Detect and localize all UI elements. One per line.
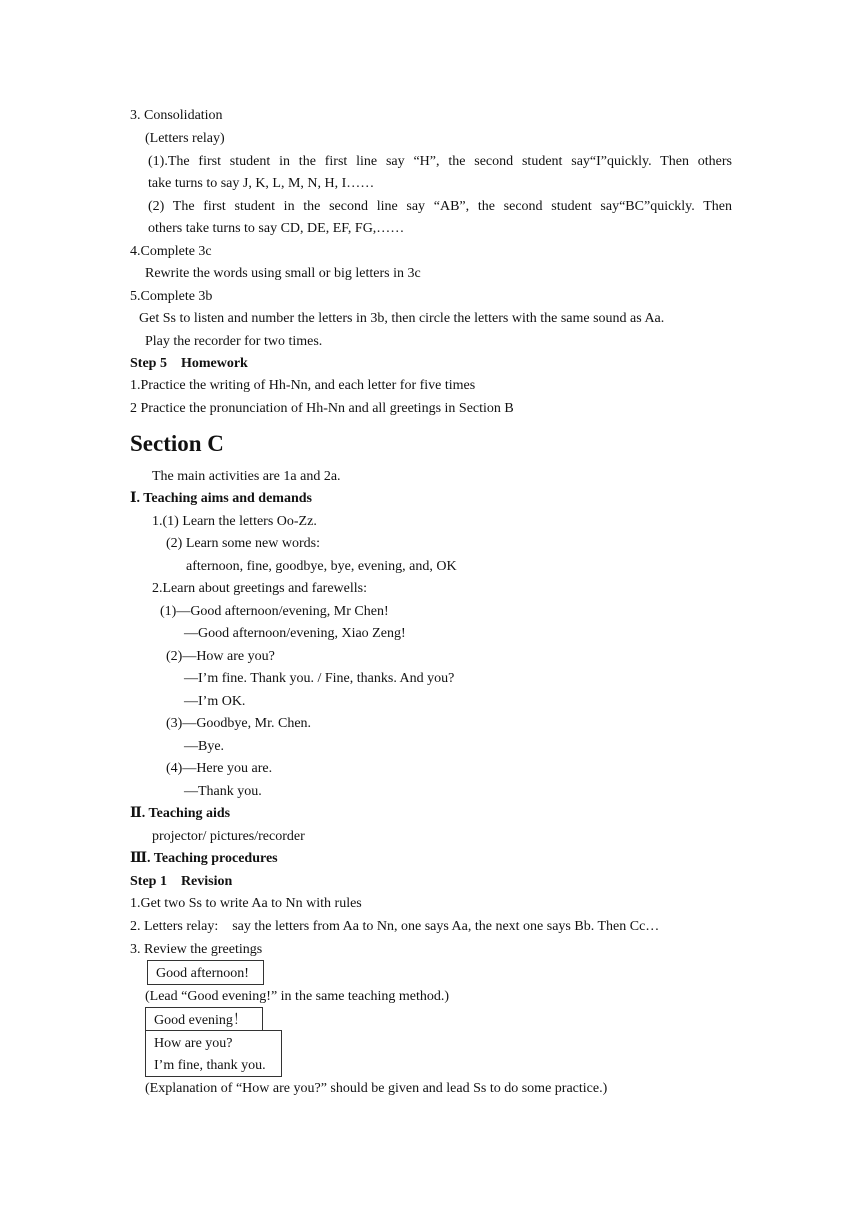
subheading: Ⅱ. Teaching aids <box>130 806 231 821</box>
text-line: (2)—How are you? <box>166 649 275 664</box>
text-line: —I’m OK. <box>184 694 246 709</box>
text-line: (Lead “Good evening!” in the same teaching method.) <box>145 989 449 1004</box>
text-line: afternoon, fine, goodbye, bye, evening, and, OK <box>186 559 457 574</box>
greeting-box-text: Good afternoon! <box>156 966 249 981</box>
greeting-box-afternoon <box>147 960 264 985</box>
text-line: —Thank you. <box>184 784 262 799</box>
subheading: Ⅰ. Teaching aims and demands <box>130 491 312 506</box>
text-line: 4.Complete 3c <box>130 244 212 259</box>
text-line: (3)—Goodbye, Mr. Chen. <box>166 716 312 731</box>
greeting-box-evening <box>145 1007 263 1031</box>
section-title: Section C <box>130 431 224 456</box>
text-line: others take turns to say CD, DE, EF, FG,…… <box>148 221 405 236</box>
text-line: —I’m fine. Thank you. / Fine, thanks. And you? <box>184 671 455 686</box>
text-line: projector/ pictures/recorder <box>152 829 305 844</box>
text-line: (2) The first student in the second line say “AB”, the second student say“BC”quickly. Then <box>148 199 732 214</box>
greeting-box-how-are-you <box>145 1030 282 1077</box>
greeting-box-text: How are you? <box>154 1036 233 1051</box>
greeting-box-text: Good evening！ <box>154 1013 247 1028</box>
text-line: 1.(1) Learn the letters Oo-Zz. <box>152 514 317 529</box>
text-line: —Good afternoon/evening, Xiao Zeng! <box>184 626 406 641</box>
text-line: 3. Review the greetings <box>130 942 263 957</box>
step-heading: Step 5 Homework <box>130 356 248 371</box>
text-line: Rewrite the words using small or big letters in 3c <box>145 266 421 281</box>
text-line: (4)—Here you are. <box>166 761 273 776</box>
text-line: The main activities are 1a and 2a. <box>152 469 341 484</box>
text-line: 5.Complete 3b <box>130 289 213 304</box>
text-line: (Explanation of “How are you?” should be given and lead Ss to do some practice.) <box>145 1081 608 1096</box>
text-line: (2) Learn some new words: <box>166 536 320 551</box>
text-line: 2.Learn about greetings and farewells: <box>152 581 367 596</box>
step-heading: Step 1 Revision <box>130 874 233 889</box>
text-line: (1)—Good afternoon/evening, Mr Chen! <box>160 604 389 619</box>
text-line: 2. Letters relay: say the letters from Aa to Nn, one says Aa, the next one says Bb. Then Cc… <box>130 919 660 934</box>
text-line: Get Ss to listen and number the letters in 3b, then circle the letters with the same sound as Aa. <box>139 311 665 326</box>
text-line: 1.Practice the writing of Hh-Nn, and each letter for five times <box>130 378 476 393</box>
greeting-box-text: I’m fine, thank you. <box>154 1058 266 1073</box>
subheading: Ⅲ. Teaching procedures <box>130 851 278 866</box>
text-line: —Bye. <box>184 739 225 754</box>
text-line: take turns to say J, K, L, M, N, H, I…… <box>148 176 375 191</box>
text-line: 2 Practice the pronunciation of Hh-Nn and all greetings in Section B <box>130 401 514 416</box>
text-line: Play the recorder for two times. <box>145 334 323 349</box>
text-line: (1).The first student in the first line say “H”, the second student say“I”quickly. Then others <box>148 154 732 169</box>
consolidation-heading: 3. Consolidation <box>130 108 223 123</box>
text-line: 1.Get two Ss to write Aa to Nn with rules <box>130 896 362 911</box>
text-line: (Letters relay) <box>145 131 225 146</box>
